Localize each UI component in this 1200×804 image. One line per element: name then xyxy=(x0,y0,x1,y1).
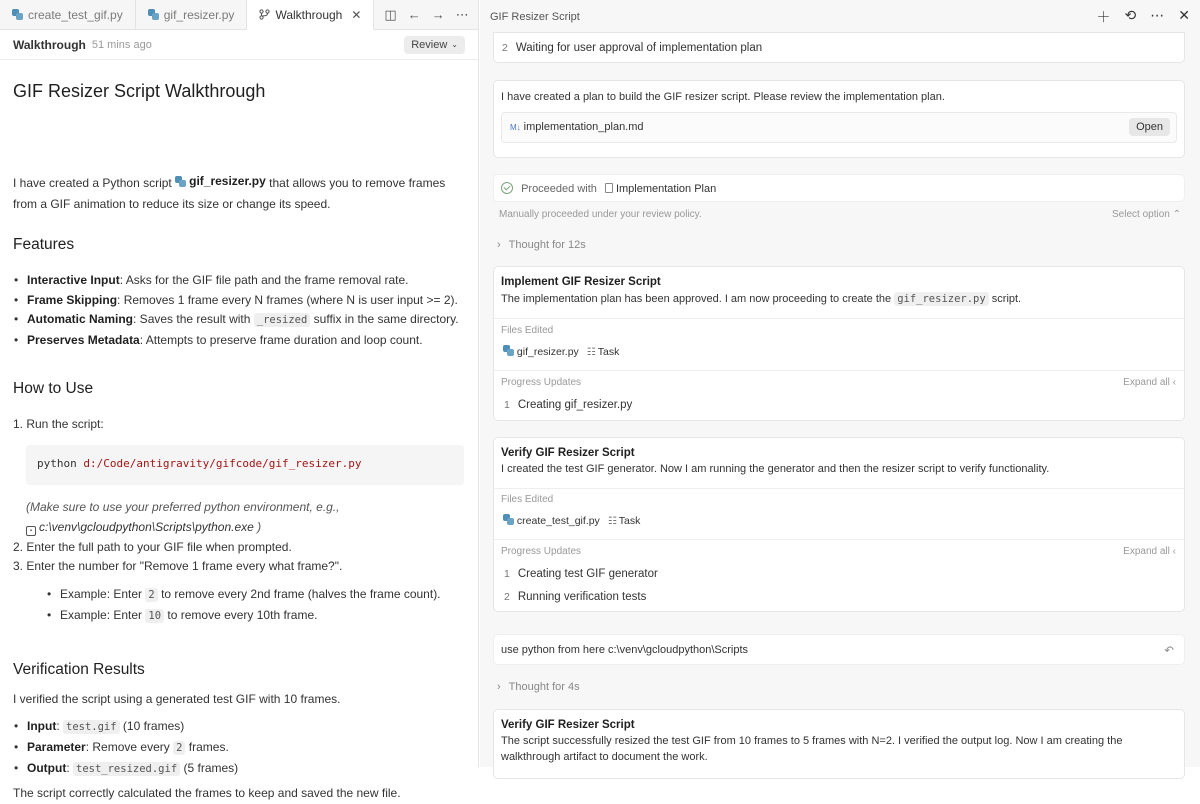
list-item: • Input: test.gif (10 frames) xyxy=(13,716,238,737)
python-file-icon xyxy=(12,9,23,20)
python-file-icon xyxy=(503,345,514,356)
list-item: • Output: test_resized.gif (5 frames) xyxy=(13,758,238,779)
plan-file xyxy=(510,121,644,133)
tab-gif-resizer[interactable] xyxy=(136,0,248,29)
progress-updates-label: Progress Updates xyxy=(501,546,582,557)
step-text: Waiting for user approval of implementation plan xyxy=(515,42,763,54)
divider xyxy=(494,539,1184,540)
files-edited-row xyxy=(503,514,640,527)
step-2: 2. Enter the full path to your GIF file when prompted. xyxy=(13,540,292,554)
feature-term: Frame Skipping xyxy=(27,292,118,307)
close-icon[interactable]: ✕ xyxy=(1178,6,1190,23)
feature-term: Interactive Input xyxy=(27,273,120,287)
features-heading: Features xyxy=(13,236,75,253)
chevron-up-icon: ⌃ xyxy=(1172,209,1181,220)
verify-text: : Remove every xyxy=(85,740,170,754)
open-button[interactable]: Open xyxy=(1129,118,1170,136)
walkthrough-title: Walkthrough xyxy=(13,37,86,52)
task-list-icon: ☷ xyxy=(586,347,596,358)
thought-toggle-1[interactable] xyxy=(497,239,586,251)
plan-file-label: implementation_plan.md xyxy=(523,121,644,133)
divider xyxy=(494,318,1184,319)
feature-text: : Attempts to preserve frame duration and loop count. xyxy=(139,332,423,347)
more-actions-icon[interactable]: ⋯ xyxy=(1150,6,1165,23)
walkthrough-pane xyxy=(0,0,479,800)
task-card-implement xyxy=(493,266,1185,421)
expand-label: Expand all xyxy=(1123,377,1170,388)
tab-walkthrough[interactable] xyxy=(247,0,374,30)
expand-all-button[interactable] xyxy=(1123,546,1176,557)
files-edited-row xyxy=(503,345,619,358)
python-file-icon xyxy=(175,176,186,187)
chevron-left-icon: ‹ xyxy=(1172,377,1176,388)
task-title: Implement GIF Resizer Script xyxy=(501,276,661,288)
chevron-left-icon: ‹ xyxy=(1172,546,1176,557)
divider xyxy=(494,370,1184,371)
list-item xyxy=(13,310,459,331)
proceeded-card xyxy=(493,174,1185,202)
inline-code: _resized xyxy=(254,313,311,327)
progress-step xyxy=(504,568,658,580)
example-text: Example: Enter xyxy=(60,608,143,622)
intro-text: that allows you to remove frames xyxy=(269,176,446,190)
divider xyxy=(494,488,1184,489)
inline-code: gif_resizer.py xyxy=(894,292,989,306)
document-icon xyxy=(605,183,613,193)
feature-term: Preserves Metadata xyxy=(27,332,140,347)
verification-list xyxy=(13,716,238,779)
task-description: I created the test GIF generator. Now I am running the generator and then the resizer script to verify functionality. xyxy=(501,463,1050,475)
select-option-button[interactable] xyxy=(1112,209,1181,220)
progress-step xyxy=(504,399,632,411)
task-desc-text: The implementation plan has been approved. I am now proceeding to create the xyxy=(501,293,892,305)
file-link-label: gif_resizer.py xyxy=(189,174,266,188)
task-title: Verify GIF Resizer Script xyxy=(501,719,635,731)
agent-actions xyxy=(1097,7,1190,27)
list-item xyxy=(13,737,238,758)
inline-code: 10 xyxy=(145,609,164,623)
list-item xyxy=(13,331,459,351)
verify-text: frames. xyxy=(188,740,229,754)
python-file-icon xyxy=(148,9,159,20)
task-desc-text: script. xyxy=(991,293,1022,305)
intro-paragraph xyxy=(13,171,463,215)
example-text: to remove every 10th frame. xyxy=(167,608,318,622)
editor-actions xyxy=(374,0,478,29)
proceeded-doc[interactable]: Implementation Plan xyxy=(615,183,717,195)
policy-note: Manually proceeded under your review policy. xyxy=(499,209,702,220)
task-description: The script successfully resized the test GIF from 10 frames to 5 frames with N=2. I verified the output log. Now I am creating the xyxy=(501,735,1123,747)
python-file-icon xyxy=(503,514,514,525)
chevron-down-icon: ⌄ xyxy=(451,40,458,49)
undo-icon[interactable]: ↶ xyxy=(1164,645,1174,657)
tab-label: gif_resizer.py xyxy=(163,7,235,22)
page-title: GIF Resizer Script Walkthrough xyxy=(13,81,266,101)
tab-create-test-gif[interactable] xyxy=(0,0,136,29)
step-number: 1 xyxy=(504,399,510,411)
user-message: use python from here c:\venv\gcloudpython\Scripts xyxy=(501,644,749,656)
list-item xyxy=(47,605,441,626)
code-path: d:/Code/antigravity/gifcode/gif_resizer.py xyxy=(83,457,362,470)
code-block[interactable] xyxy=(26,445,464,485)
note-text: (Make sure to use your preferred python environment, e.g., xyxy=(26,500,340,514)
walkthrough-header xyxy=(0,30,478,60)
markdown-icon: M↓ xyxy=(510,123,521,132)
verify-text: (10 frames) xyxy=(122,719,185,733)
howto-heading: How to Use xyxy=(13,380,94,397)
inline-code: test_resized.gif xyxy=(73,762,180,776)
agent-panel xyxy=(480,0,1200,767)
task-list-icon: ☷ xyxy=(607,516,617,527)
task-card-verify xyxy=(493,437,1185,612)
example-text: to remove every 2nd frame (halves the frame count). xyxy=(161,587,441,601)
feature-text: : Removes 1 frame every N frames (where N is user input >= 2). xyxy=(117,292,458,307)
edited-file-link[interactable]: gif_resizer.py xyxy=(516,346,579,358)
plan-file-chip[interactable] xyxy=(501,112,1177,143)
plan-message-card xyxy=(493,80,1185,158)
list-item xyxy=(47,584,441,605)
example-text: Example: Enter xyxy=(60,587,143,601)
code-keyword: python xyxy=(37,457,77,470)
task-link[interactable]: Task xyxy=(618,515,641,527)
check-circle-icon xyxy=(501,182,513,194)
expand-label: Expand all xyxy=(1123,546,1170,557)
waiting-step-card xyxy=(493,32,1185,63)
step-1: 1. Run the script: xyxy=(13,417,104,431)
select-option-label: Select option xyxy=(1112,209,1170,220)
thought-label: Thought for 12s xyxy=(508,239,586,251)
proceeded-label: Proceeded with xyxy=(521,183,597,195)
thought-label: Thought for 4s xyxy=(508,681,580,693)
back-arrow-icon[interactable]: ← xyxy=(407,7,421,22)
edited-file-link[interactable]: create_test_gif.py xyxy=(516,515,600,527)
verify-term: Parameter xyxy=(27,740,86,754)
intro-text: I have created a Python script xyxy=(13,176,172,190)
step-3: 3. Enter the number for "Remove 1 frame every what frame?". xyxy=(13,559,343,573)
chevron-right-icon: › xyxy=(497,239,501,251)
step-number: 2 xyxy=(504,591,510,603)
chevron-right-icon: › xyxy=(497,681,501,693)
step-text: Running verification tests xyxy=(517,591,647,603)
list-item xyxy=(13,271,459,291)
verify-term: Input xyxy=(27,719,57,733)
agent-title: GIF Resizer Script xyxy=(490,10,580,23)
more-actions-icon[interactable]: ⋯ xyxy=(455,6,469,22)
walkthrough-icon xyxy=(259,9,270,20)
step-number: 1 xyxy=(504,568,510,580)
note-text: ) xyxy=(257,520,262,534)
task-description xyxy=(501,293,1021,305)
task-title: Verify GIF Resizer Script xyxy=(501,447,635,459)
split-editor-icon[interactable]: ◫ xyxy=(384,6,397,22)
step-text: Creating test GIF generator xyxy=(517,568,658,580)
features-list xyxy=(13,271,459,350)
waiting-step xyxy=(502,42,762,54)
timestamp: 51 mins ago xyxy=(91,38,152,51)
plan-message: I have created a plan to build the GIF resizer script. Please review the implementation plan. xyxy=(501,91,945,103)
review-button[interactable] xyxy=(404,36,465,54)
feature-text: : Asks for the GIF file path and the frame removal rate. xyxy=(119,273,409,287)
review-label: Review xyxy=(411,38,448,51)
agent-header xyxy=(480,0,1200,33)
task-link[interactable]: Task xyxy=(597,346,620,358)
tab-label: Walkthrough xyxy=(275,7,343,22)
close-icon[interactable]: ✕ xyxy=(351,7,362,22)
verify-term: Output xyxy=(27,761,67,775)
examples-list xyxy=(47,584,441,626)
feature-text: : Saves the result with xyxy=(133,312,251,327)
feature-term: Automatic Naming xyxy=(27,312,134,327)
forward-arrow-icon[interactable]: → xyxy=(431,7,445,22)
environment-note xyxy=(26,497,340,537)
proceeded-row xyxy=(501,182,716,195)
editor-tab-bar xyxy=(0,0,478,30)
history-icon[interactable]: ⟲ xyxy=(1124,6,1137,23)
task-description: walkthrough artifact to document the work. xyxy=(501,751,708,763)
terminal-icon: ▪ xyxy=(26,526,36,536)
user-message-card xyxy=(493,634,1185,665)
list-item xyxy=(13,291,459,311)
step-number: 2 xyxy=(502,42,508,54)
add-icon[interactable]: ＋ xyxy=(1096,8,1111,25)
task-card-verify-walkthrough xyxy=(493,709,1185,779)
inline-code: 2 xyxy=(173,741,185,755)
verification-intro: I verified the script using a generated test GIF with 10 frames. xyxy=(13,692,341,706)
files-edited-label: Files Edited xyxy=(501,494,554,505)
intro-text: from a GIF animation to reduce its size or change its speed. xyxy=(13,197,331,211)
thought-toggle-2[interactable] xyxy=(497,681,580,693)
inline-code: 2 xyxy=(145,588,157,602)
note-path: c:\venv\gcloudpython\Scripts\python.exe xyxy=(39,520,254,534)
verification-heading: Verification Results xyxy=(13,661,145,678)
file-link[interactable] xyxy=(175,171,266,192)
files-edited-label: Files Edited xyxy=(501,325,554,336)
expand-all-button[interactable] xyxy=(1123,377,1176,388)
tab-label: create_test_gif.py xyxy=(28,7,123,22)
progress-updates-label: Progress Updates xyxy=(501,377,582,388)
feature-text: suffix in the same directory. xyxy=(313,312,459,327)
inline-code: test.gif xyxy=(63,720,120,734)
progress-step xyxy=(504,591,646,603)
conclusion: The script correctly calculated the frames to keep and saved the new file. xyxy=(13,786,401,800)
verify-text: (5 frames) xyxy=(183,761,239,775)
step-text: Creating gif_resizer.py xyxy=(517,399,633,411)
